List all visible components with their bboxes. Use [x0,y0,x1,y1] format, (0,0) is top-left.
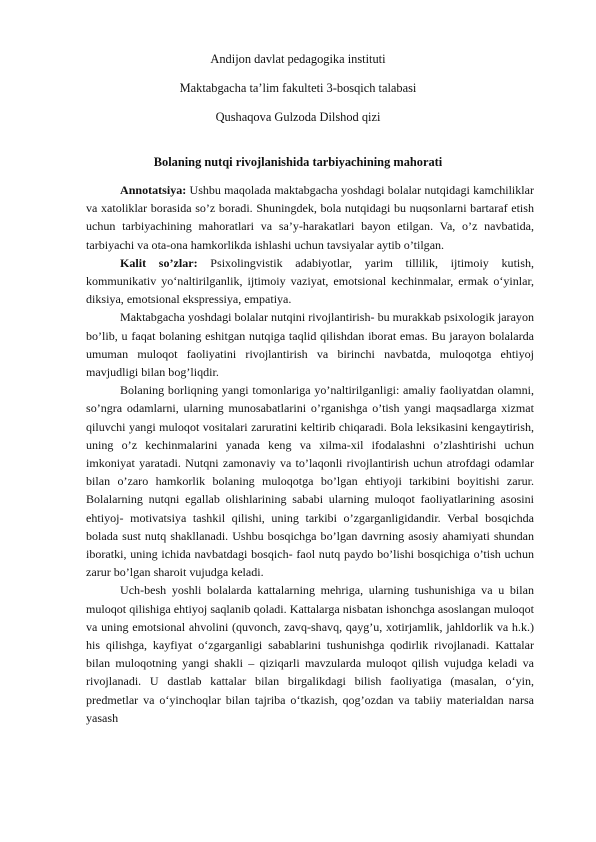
keywords-text: Psixolingvistik adabiyotlar, yarim tillilik, ijtimoiy kutish, kommunikativ yo‘naltirilganlik, ijtimoiy vaziyat, emotsional kechinmalar, ermak o‘yinlar, diksiya, emotsional ekspressiya, empatiya. [86,255,534,307]
keywords-paragraph [86,254,534,309]
body-paragraph: Bolaning borliqning yangi tomonlariga yo’naltirilganligi: amaliy faoliyatdan olamni, so’ngra odamlarni, ularning munosabatlarini o’rganishga o’tish yangi maqsadlarga xizmat qiluvchi yangi muloqot vositalari zaruratini keltirib chiqaradi. Bola leksikasini kengaytirish, uning o’z kechinmalarini yanada keng va xilma-xil ifodalashni o’zlashtirishi uchun imkoniyat yaratadi. Nutqni zamonaviy va to’laqonli rivojlantirish uchun atrofdagi odamlar bilan o’zaro hamkorlik bolaning muloqotga bo’lgan ehtiyoji tarkibini boyitishi zarur. Bolalarning nutqni egallab olishlarining sababi ularning muloqot faoliyatlarining asosini ehtiyoj- motivatsiya tashkil qilishi, uning tarkibi o’zgarganligidandir. Verbal bosqichda bolada sust nutq shakllanadi. Ushbu bosqichga bo’lgan davrning asosiy ahamiyati shundan iboratki, uning ichida navbatdagi bosqich- faol nutq paydo bo’lishi bosqichiga o’tish uchun zarur bo’lgan sharoit vujudga keladi. [86,383,534,580]
keywords-label: Kalit so’zlar: [120,255,198,270]
body-paragraph: Maktabgacha yoshdagi bolalar nutqini rivojlantirish- bu murakkab psixologik jarayon bo’lib, u faqat bolaning eshitgan nutqiga taqlid qilishdan iborat emas. Bu jarayon bolalarda umuman muloqot faoliyatini rivojlantirish va birinchi navbatda, muloqotga ehtiyoj mavjudligi bilan bog’liqdir. [86,310,534,380]
institute-name: Andijon davlat pedagogika instituti [210,52,386,66]
body-paragraph: Uch-besh yoshli bolalarda kattalarning mehriga, ularning tushunishiga va u bilan muloqot qilishiga ehtiyoj saqlanib qoladi. Kattalarga nisbatan ishonchga asoslangan muloqot va uning emotsional ahvolini (quvonch, zavq-shavq, qayg’u, xotirjamlik, jahldorlik va h.k.) his qilishga, kayfiyat o‘zgarganligi sabablarini tushunishga qodirlik rivojlanadi. Kattalar bilan muloqotning yangi shakli – qiziqarli mavzularda muloqot qilish vujudga keladi va rivojlanadi. U dastlab kattalar bilan birgalikdagi bilish faoliyatiga (masalan, o‘yin, predmetlar va o‘yinchoqlar bilan tajriba o‘tkazish, qog’ozdan va tabiiy materialdan narsa yasash [86,583,534,725]
paper-title: Bolaning nutqi rivojlanishida tarbiyachining mahorati [153,155,443,169]
author-name: Qushaqova Gulzoda Dilshod qizi [215,110,381,124]
annotation-text: Ushbu maqolada maktabgacha yoshdagi bolalar nutqidagi kamchiliklar va xatoliklar borasida so’z boradi. Shuningdek, bola nutqidagi bu nuqsonlarni bartaraf etish uchun tarbiyachining mahoratlari va sa’y-harakatlari bayon etilgan. Va, o’z navbatida, tarbiyachi va ota-ona hamkorlikda ishlashi uchun tavsiyalar aytib o’tilgan. [86,183,534,252]
faculty-line: Maktabgacha ta’lim fakulteti 3-bosqich talabasi [179,81,417,95]
annotation-label: Annotatsiya: [120,183,187,197]
annotation-paragraph [86,181,534,254]
paper-body [86,181,534,727]
